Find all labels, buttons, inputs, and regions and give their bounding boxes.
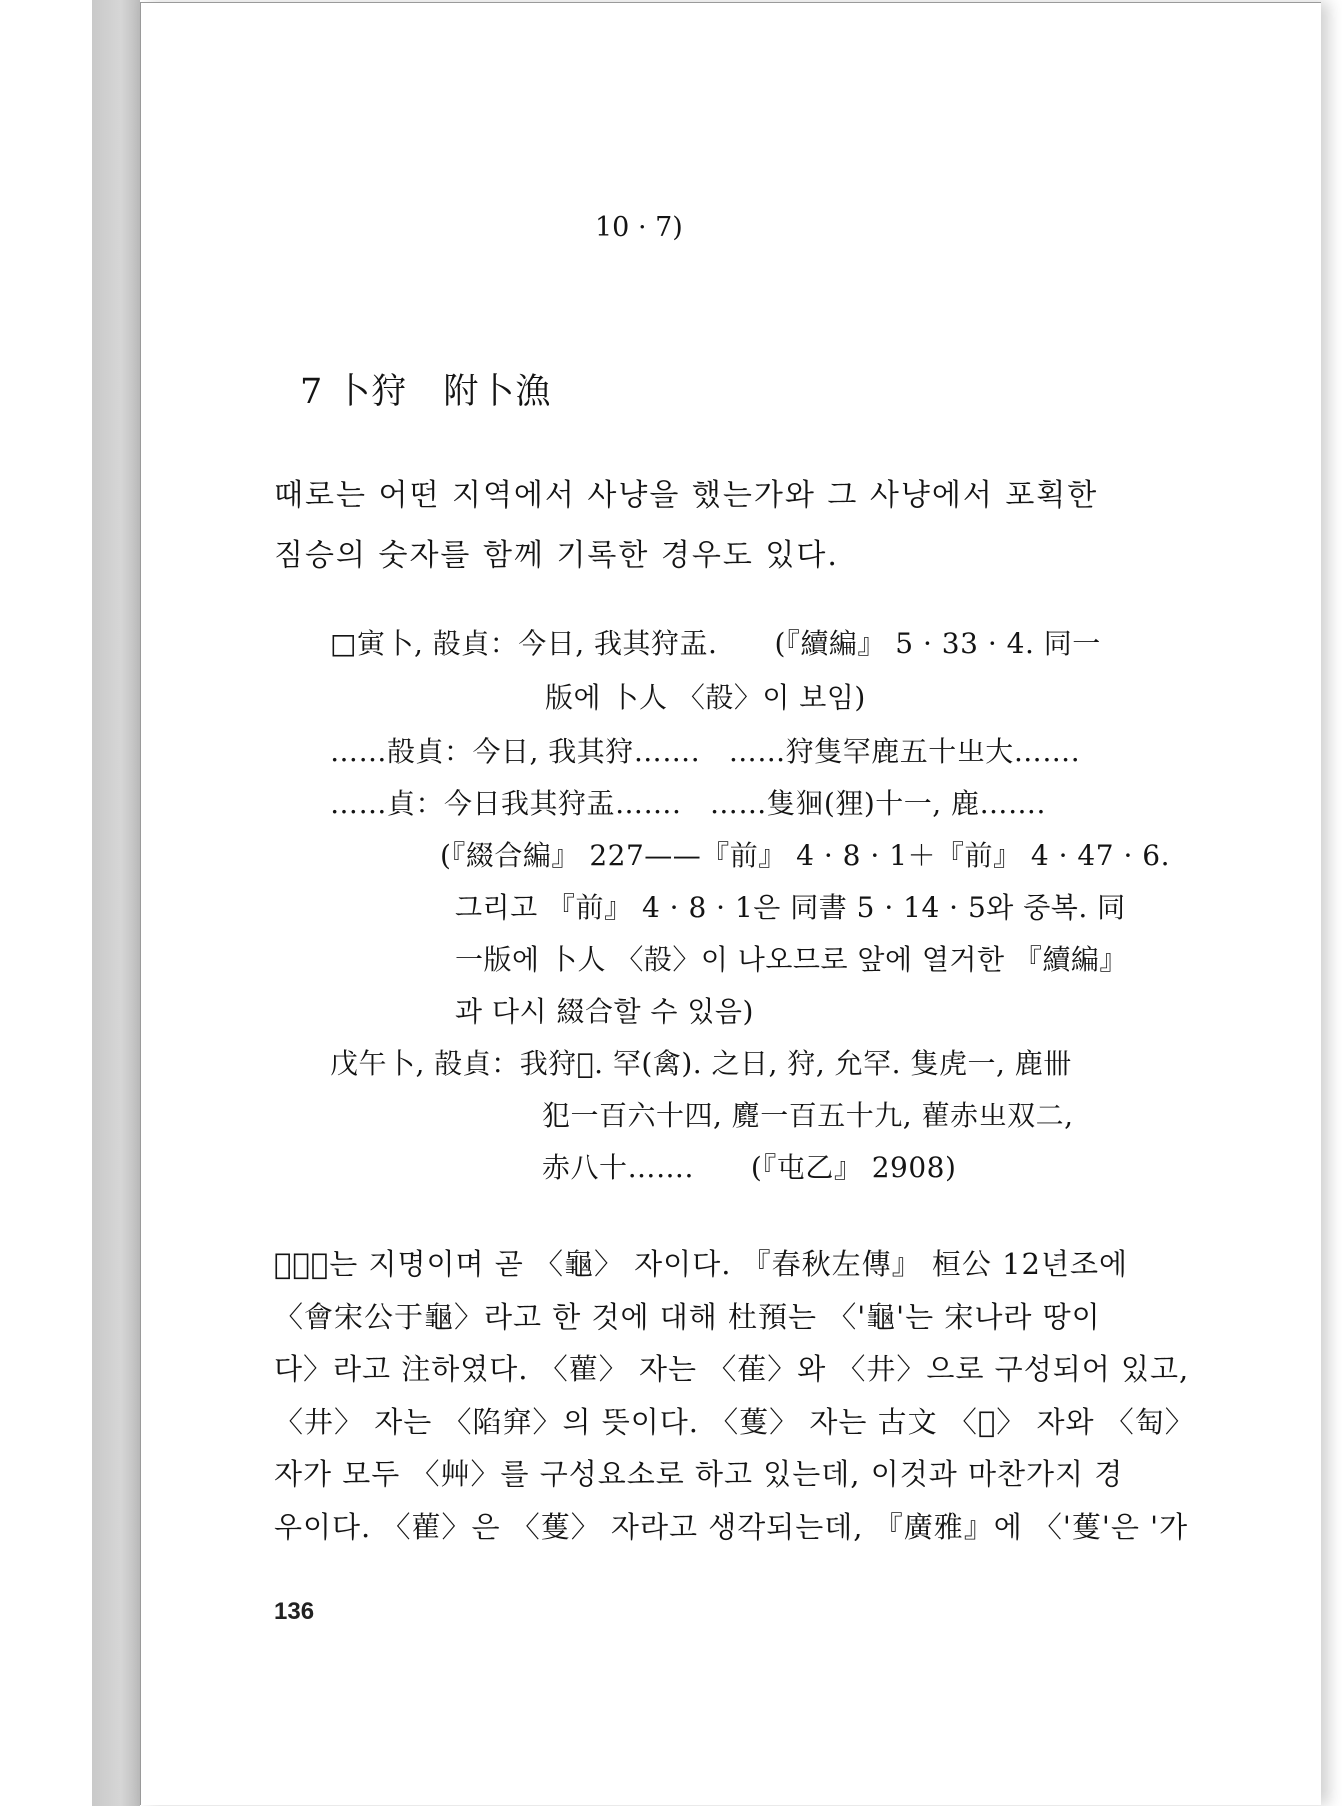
- intro-line: 때로는 어떤 지역에서 사냥을 했는가와 그 사냥에서 포획한: [274, 478, 1099, 513]
- body-line: 우이다. 〈雚〉은 〈蒦〉 자라고 생각되는데, 『廣雅』에 〈'蒦'은 '가: [274, 1509, 1189, 1544]
- book-spine: [92, 0, 140, 1806]
- body-line: 〈井〉 자는 〈陷穽〉의 뜻이다. 〈蒦〉 자는 古文 〈𨤯〉 자와 〈匋〉: [274, 1404, 1195, 1439]
- body-line: 〈會宋公于龜〉라고 한 것에 대해 杜預는 〈'龜'는 宋나라 땅이: [274, 1299, 1101, 1334]
- page-number: 136: [274, 1598, 315, 1625]
- body-line: 다〉라고 注하였다. 〈雚〉 자는 〈萑〉와 〈井〉으로 구성되어 있고,: [274, 1352, 1190, 1386]
- body-paragraph: [274, 1238, 1195, 1553]
- inscription-line: 一版에 卜人 〈㱿〉이 나오므로 앞에 열거한 『續編』: [455, 943, 1128, 976]
- inscription-line: □寅卜, 㱿貞：今日, 我其狩盂. (『續編』 5 · 33 · 4. 同一: [330, 627, 1101, 660]
- intro-line: 짐승의 숫자를 함께 기록한 경우도 있다.: [274, 538, 839, 573]
- body-line: 자가 모두 〈艸〉를 구성요소로 하고 있는데, 이것과 마찬가지 경: [274, 1457, 1124, 1491]
- inscription-line: 과 다시 綴合할 수 있음): [455, 995, 754, 1028]
- inscription-line: ……㱿貞：今日, 我其狩……. ……狩隻罕鹿五十㞢大…….: [330, 735, 1081, 768]
- inscription-line: 犯一百六十四, 麑一百五十九, 雚赤㞢双二,: [542, 1099, 1074, 1132]
- inscription-line: 戊午卜, 㱿貞：我狩𪚔. 罕(禽). 之日, 狩, 允罕. 隻虎一, 鹿卌: [330, 1047, 1072, 1080]
- section-title: 7 卜狩 附卜漁: [300, 372, 552, 412]
- inscription-line: 赤八十……. (『屯乙』 2908): [542, 1151, 957, 1184]
- inscription-line: (『綴合編』 227——『前』 4 · 8 · 1＋『前』 4 · 47 · 6.: [440, 839, 1170, 872]
- inscription-line: ……貞：今日我其狩盂……. ……隻𤞑(狸)十一, 鹿…….: [330, 787, 1046, 820]
- body-line: 〈𪚔〉는 지명이며 곧 〈龜〉 자이다. 『春秋左傳』 桓公 12년조에: [274, 1247, 1129, 1281]
- inscription-line: 版에 卜人 〈㱿〉이 보임): [545, 681, 866, 714]
- inscription-line: 그리고 『前』 4 · 8 · 1은 同書 5 · 14 · 5와 중복. 同: [455, 891, 1126, 924]
- intro-paragraph: [274, 466, 1174, 586]
- running-head: 10 · 7): [595, 212, 683, 243]
